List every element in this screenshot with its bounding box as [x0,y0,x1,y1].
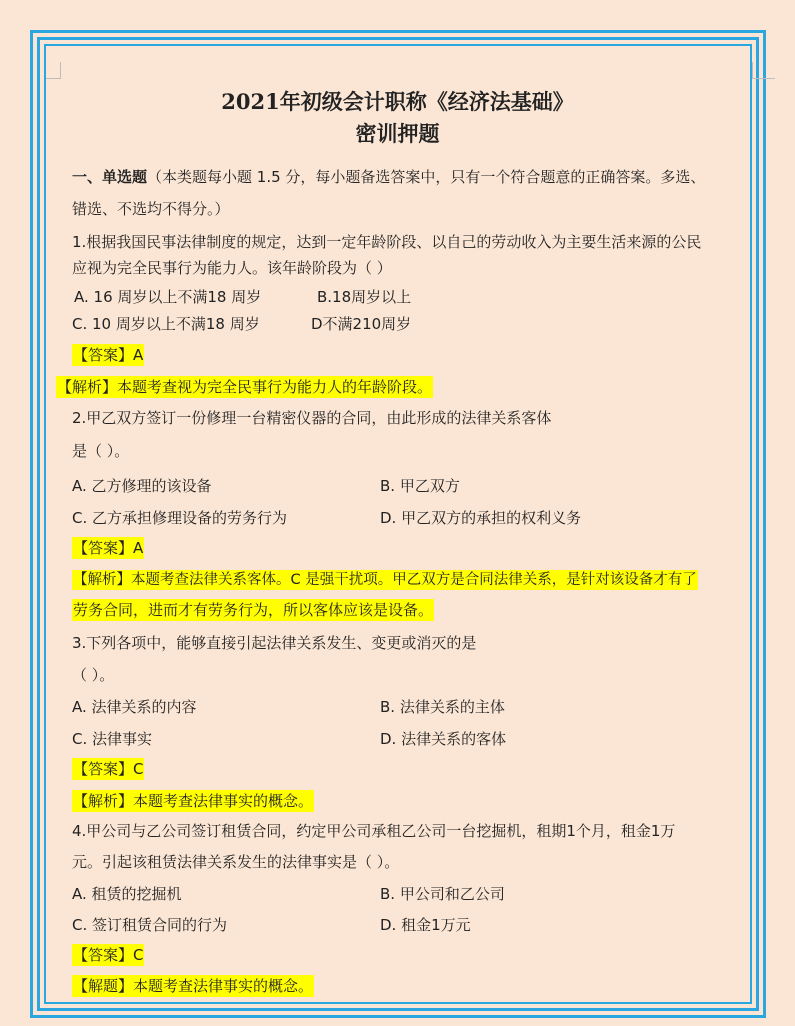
question-2-analysis-continued: 劳务合同，进而才有劳务行为，所以客体应该是设备。 [73,601,434,619]
question-1-option-a: A. 16 周岁以上不满18 周岁 [74,288,262,306]
question-3-option-b: B. 法律关系的主体 [380,698,505,716]
document-subtitle: 密训押题 [355,121,440,146]
question-1-analysis: 【解析】本题考查视为完全民事行为能力人的年龄阶段。 [57,378,433,396]
question-3-analysis: 【解析】本题考查法律事实的概念。 [73,792,314,810]
section-note: （本类题每小题 1.5 分，每小题备选答案中，只有一个符合题意的正确答案。多选、 [147,168,706,186]
question-2-option-c: C. 乙方承担修理设备的劳务行为 [72,509,288,527]
question-4-stem-continued: 元。引起该租赁法律关系发生的法律事实是（ ）。 [72,853,400,871]
question-3-stem-continued: （ ）。 [72,666,115,684]
section-header [72,166,705,188]
question-3-option-a: A. 法律关系的内容 [72,698,197,716]
question-4-option-d: D. 租金1万元 [380,916,471,934]
question-2-stem-continued: 是（ ）。 [72,442,130,460]
question-4-stem: 4.甲公司与乙公司签订租赁合同，约定甲公司承租乙公司一台挖掘机，租期1个月，租金1万 [72,822,676,840]
question-1-option-d: D不满210周岁 [311,315,412,333]
question-1-option-b: B.18周岁以上 [317,288,412,306]
section-type: 单选题 [102,168,148,186]
question-3-stem: 3.下列各项中，能够直接引起法律关系发生、变更或消灭的是 [72,634,477,652]
question-2-answer: 【答案】A [73,539,144,557]
question-2-option-d: D. 甲乙双方的承担的权利义务 [380,509,582,527]
question-2-option-b: B. 甲乙双方 [380,477,460,495]
question-2-option-a: A. 乙方修理的该设备 [72,477,212,495]
document-title: 2021年初级会计职称《经济法基础》 [221,89,574,114]
question-1-option-c: C. 10 周岁以上不满18 周岁 [72,315,260,333]
question-1-stem: 1.根据我国民事法律制度的规定，达到一定年龄阶段、以自己的劳动收入为主要生活来源的公民 [72,233,702,251]
question-1-stem-continued: 应视为完全民事行为能力人。该年龄阶段为（ ） [72,259,392,277]
question-4-answer: 【答案】C [73,946,144,964]
question-2-stem: 2.甲乙双方签订一份修理一台精密仪器的合同，由此形成的法律关系客体 [72,409,552,427]
question-4-option-a: A. 租赁的挖掘机 [72,885,182,903]
question-4-option-c: C. 签订租赁合同的行为 [72,916,228,934]
question-3-option-c: C. 法律事实 [72,730,153,748]
section-prefix: 一、 [72,168,103,186]
question-2-analysis: 【解析】本题考查法律关系客体。C 是强干扰项。甲乙双方是合同法律关系，是针对该设备才有了 [73,572,697,588]
section-note-continued: 错选、不选均不得分。） [72,200,230,218]
question-3-answer: 【答案】C [73,760,144,778]
question-4-analysis: 【解题】本题考查法律事实的概念。 [73,977,314,995]
question-1-answer: 【答案】A [73,346,144,364]
question-3-option-d: D. 法律关系的客体 [380,730,507,748]
question-4-option-b: B. 甲公司和乙公司 [380,885,505,903]
